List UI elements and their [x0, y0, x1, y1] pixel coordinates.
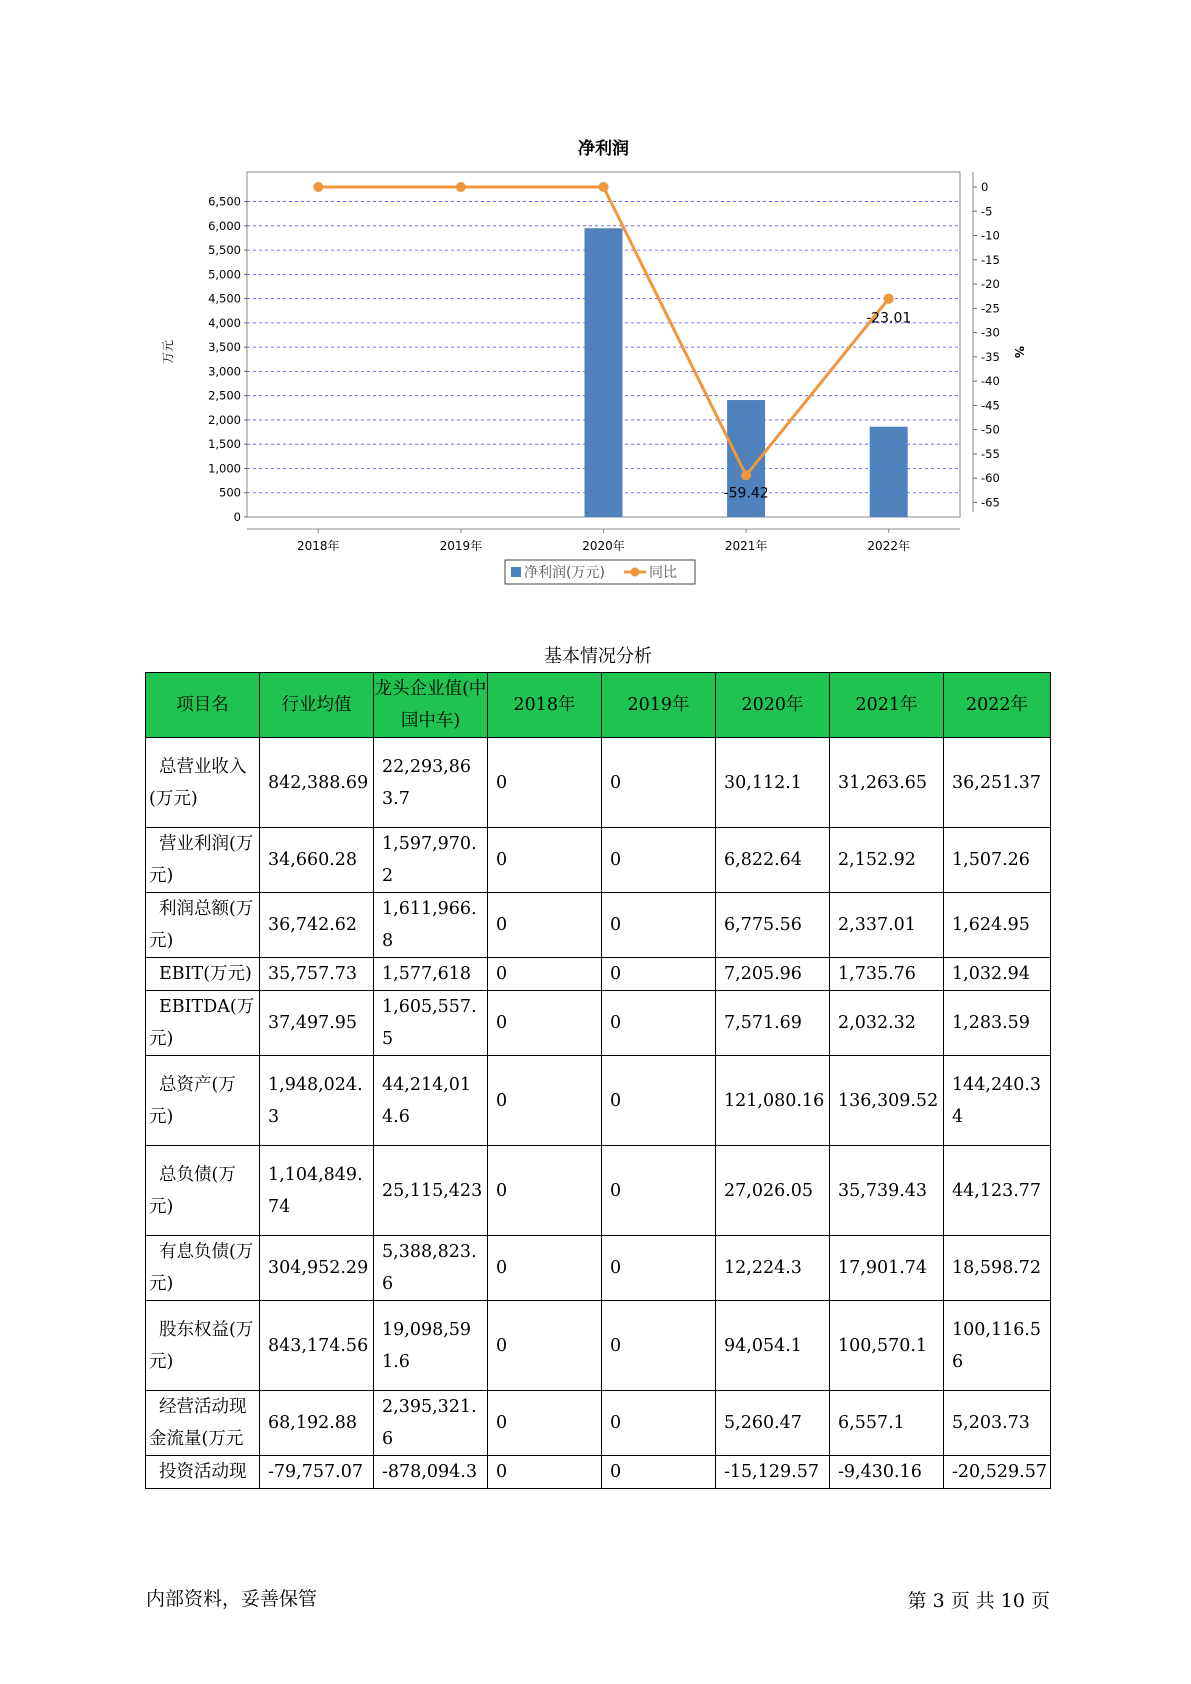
y-tick-label: 1,000 — [208, 461, 241, 476]
y-tick-label: 5,000 — [208, 267, 241, 282]
value-cell: 1,032.94 — [944, 958, 1051, 991]
yoy-point — [741, 470, 751, 480]
y-tick-label: 0 — [233, 510, 241, 524]
row-label-cell: 总资产(万元) — [146, 1056, 260, 1146]
value-cell: 12,224.3 — [716, 1236, 830, 1301]
value-cell: 2,152.92 — [830, 828, 944, 893]
value-cell: 100,570.1 — [830, 1301, 944, 1391]
y-tick-label: 3,500 — [208, 340, 241, 355]
value-cell: 6,557.1 — [830, 1391, 944, 1456]
y-tick-label: 4,500 — [208, 291, 241, 306]
value-cell: 25,115,423 — [374, 1146, 488, 1236]
y-tick-label: 2,500 — [208, 388, 241, 403]
value-cell: 0 — [602, 1146, 716, 1236]
value-cell: 144,240.34 — [944, 1056, 1051, 1146]
table-row — [146, 1056, 1051, 1146]
row-label-cell: 有息负债(万元) — [146, 1236, 260, 1301]
value-cell: 44,214,014.6 — [374, 1056, 488, 1146]
value-cell: 0 — [602, 893, 716, 958]
value-cell: -20,529.57 — [944, 1456, 1051, 1489]
legend-line-marker — [631, 568, 640, 577]
value-cell: 842,388.69 — [260, 738, 374, 828]
value-cell: 0 — [488, 1056, 602, 1146]
value-cell: 37,497.95 — [260, 991, 374, 1056]
legend-bar-swatch — [511, 567, 521, 577]
x-tick-label: 2020年 — [582, 539, 625, 553]
y2-tick-label: -30 — [981, 325, 1000, 340]
table-row — [146, 828, 1051, 893]
x-tick-label: 2019年 — [439, 539, 483, 553]
table-row — [146, 1301, 1051, 1391]
value-cell: 31,263.65 — [830, 738, 944, 828]
value-cell: 0 — [602, 991, 716, 1056]
table-row — [146, 1146, 1051, 1236]
y2-tick-label: -55 — [981, 446, 1000, 461]
row-label-cell: 总负债(万元) — [146, 1146, 260, 1236]
bar — [585, 228, 623, 517]
y-tick-label: 500 — [219, 485, 241, 500]
value-cell: 0 — [602, 828, 716, 893]
value-cell: -878,094.3 — [374, 1456, 488, 1489]
value-cell: -9,430.16 — [830, 1456, 944, 1489]
value-cell: 7,571.69 — [716, 991, 830, 1056]
header-cell: 项目名 — [146, 673, 260, 738]
y2-tick-label: -15 — [981, 252, 1000, 267]
value-cell: 304,952.29 — [260, 1236, 374, 1301]
row-label-cell: 利润总额(万元) — [146, 893, 260, 958]
y2-tick-label: -5 — [981, 204, 993, 219]
y2-tick-label: -25 — [981, 301, 1000, 316]
header-cell: 2021年 — [830, 673, 944, 738]
row-label-cell: 营业利润(万元) — [146, 828, 260, 893]
value-cell: 35,739.43 — [830, 1146, 944, 1236]
footer-confidential: 内部资料，妥善保管 — [146, 1588, 318, 1610]
value-cell: 36,742.62 — [260, 893, 374, 958]
value-cell: 0 — [602, 1236, 716, 1301]
value-cell: -79,757.07 — [260, 1456, 374, 1489]
value-cell: 5,260.47 — [716, 1391, 830, 1456]
x-tick-label: 2018年 — [297, 539, 340, 553]
table-row — [146, 893, 1051, 958]
value-cell: 1,624.95 — [944, 893, 1051, 958]
value-cell: 0 — [602, 1391, 716, 1456]
value-cell: 1,611,966.8 — [374, 893, 488, 958]
value-cell: 2,337.01 — [830, 893, 944, 958]
y-tick-label: 4,000 — [208, 315, 241, 330]
header-cell: 2022年 — [944, 673, 1051, 738]
yoy-point — [456, 182, 466, 192]
x-tick-label: 2021年 — [724, 539, 768, 553]
y-tick-label: 6,500 — [208, 194, 241, 209]
value-cell: 0 — [602, 1301, 716, 1391]
y-axis-label: 万元 — [161, 339, 175, 365]
value-cell: 0 — [602, 738, 716, 828]
value-cell: 0 — [602, 1456, 716, 1489]
value-cell: 36,251.37 — [944, 738, 1051, 828]
row-label-cell: 股东权益(万元) — [146, 1301, 260, 1391]
value-cell: 0 — [488, 1146, 602, 1236]
legend-bar-label: 净利润(万元) — [524, 565, 605, 581]
table-row — [146, 1391, 1051, 1456]
y2-tick-label: -35 — [981, 349, 1000, 364]
value-cell: 0 — [488, 738, 602, 828]
value-cell: 1,948,024.3 — [260, 1056, 374, 1146]
table-header-row — [146, 673, 1051, 738]
y-tick-label: 6,000 — [208, 218, 241, 233]
row-label-cell: 经营活动现金流量(万元 — [146, 1391, 260, 1456]
y-tick-label: 5,500 — [208, 243, 241, 258]
value-cell: 1,605,557.5 — [374, 991, 488, 1056]
y-tick-label: 3,000 — [208, 364, 241, 379]
value-cell: 44,123.77 — [944, 1146, 1051, 1236]
table-row — [146, 1456, 1051, 1489]
legend-line-label: 同比 — [649, 565, 677, 581]
value-cell: 136,309.52 — [830, 1056, 944, 1146]
value-cell: 19,098,591.6 — [374, 1301, 488, 1391]
row-label-cell: EBIT(万元) — [146, 958, 260, 991]
basic-analysis-table — [145, 672, 1051, 1489]
value-cell: 1,104,849.74 — [260, 1146, 374, 1236]
bar — [870, 427, 908, 517]
value-cell: 27,026.05 — [716, 1146, 830, 1236]
y2-tick-label: -50 — [981, 422, 1000, 437]
value-cell: 0 — [488, 958, 602, 991]
header-cell: 2020年 — [716, 673, 830, 738]
chart-title: 净利润 — [578, 139, 629, 159]
y2-tick-label: -20 — [981, 277, 1000, 292]
value-cell: -15,129.57 — [716, 1456, 830, 1489]
header-cell: 2018年 — [488, 673, 602, 738]
value-cell: 7,205.96 — [716, 958, 830, 991]
yoy-data-label: -59.42 — [723, 485, 769, 502]
value-cell: 0 — [488, 991, 602, 1056]
value-cell: 5,388,823.6 — [374, 1236, 488, 1301]
value-cell: 18,598.72 — [944, 1236, 1051, 1301]
value-cell: 6,822.64 — [716, 828, 830, 893]
table-row — [146, 991, 1051, 1056]
value-cell: 1,507.26 — [944, 828, 1051, 893]
y2-tick-label: -45 — [981, 398, 1000, 413]
header-cell: 龙头企业值(中国中车) — [374, 673, 488, 738]
y2-tick-label: -60 — [981, 471, 1000, 486]
value-cell: 30,112.1 — [716, 738, 830, 828]
value-cell: 1,283.59 — [944, 991, 1051, 1056]
value-cell: 22,293,863.7 — [374, 738, 488, 828]
x-tick-label: 2022年 — [867, 539, 910, 553]
value-cell: 0 — [488, 1456, 602, 1489]
y2-tick-label: -10 — [981, 228, 1000, 243]
row-label-cell: 总营业收入(万元) — [146, 738, 260, 828]
value-cell: 0 — [488, 893, 602, 958]
yoy-point — [313, 182, 323, 192]
net-profit-chart — [150, 130, 1050, 600]
value-cell: 2,395,321.6 — [374, 1391, 488, 1456]
table-row — [146, 738, 1051, 828]
value-cell: 1,735.76 — [830, 958, 944, 991]
header-cell: 行业均值 — [260, 673, 374, 738]
table-row — [146, 958, 1051, 991]
page-number: 第 3 页 共 10 页 — [907, 1590, 1050, 1612]
value-cell: 0 — [602, 958, 716, 991]
value-cell: 94,054.1 — [716, 1301, 830, 1391]
value-cell: 0 — [602, 1056, 716, 1146]
value-cell: 100,116.56 — [944, 1301, 1051, 1391]
row-label-cell: 投资活动现 — [146, 1456, 260, 1489]
value-cell: 17,901.74 — [830, 1236, 944, 1301]
chart-svg — [150, 130, 1050, 600]
y-tick-label: 1,500 — [208, 437, 241, 452]
table-caption: 基本情况分析 — [544, 646, 652, 667]
value-cell: 0 — [488, 1301, 602, 1391]
value-cell: 5,203.73 — [944, 1391, 1051, 1456]
yoy-point — [884, 294, 894, 304]
value-cell: 1,577,618 — [374, 958, 488, 991]
value-cell: 843,174.56 — [260, 1301, 374, 1391]
value-cell: 34,660.28 — [260, 828, 374, 893]
value-cell: 0 — [488, 1391, 602, 1456]
value-cell: 121,080.16 — [716, 1056, 830, 1146]
value-cell: 2,032.32 — [830, 991, 944, 1056]
value-cell: 35,757.73 — [260, 958, 374, 991]
value-cell: 0 — [488, 1236, 602, 1301]
value-cell: 1,597,970.2 — [374, 828, 488, 893]
y-tick-label: 2,000 — [208, 412, 241, 427]
header-cell: 2019年 — [602, 673, 716, 738]
row-label-cell: EBITDA(万元) — [146, 991, 260, 1056]
table-row — [146, 1236, 1051, 1301]
value-cell: 68,192.88 — [260, 1391, 374, 1456]
y2-tick-label: -40 — [981, 374, 1000, 389]
y2-axis-label: % — [1012, 345, 1026, 359]
y2-tick-label: 0 — [981, 180, 989, 194]
y2-tick-label: -65 — [981, 495, 1000, 510]
yoy-data-label: -23.01 — [866, 310, 912, 327]
value-cell: 6,775.56 — [716, 893, 830, 958]
value-cell: 0 — [488, 828, 602, 893]
yoy-point — [599, 182, 609, 192]
